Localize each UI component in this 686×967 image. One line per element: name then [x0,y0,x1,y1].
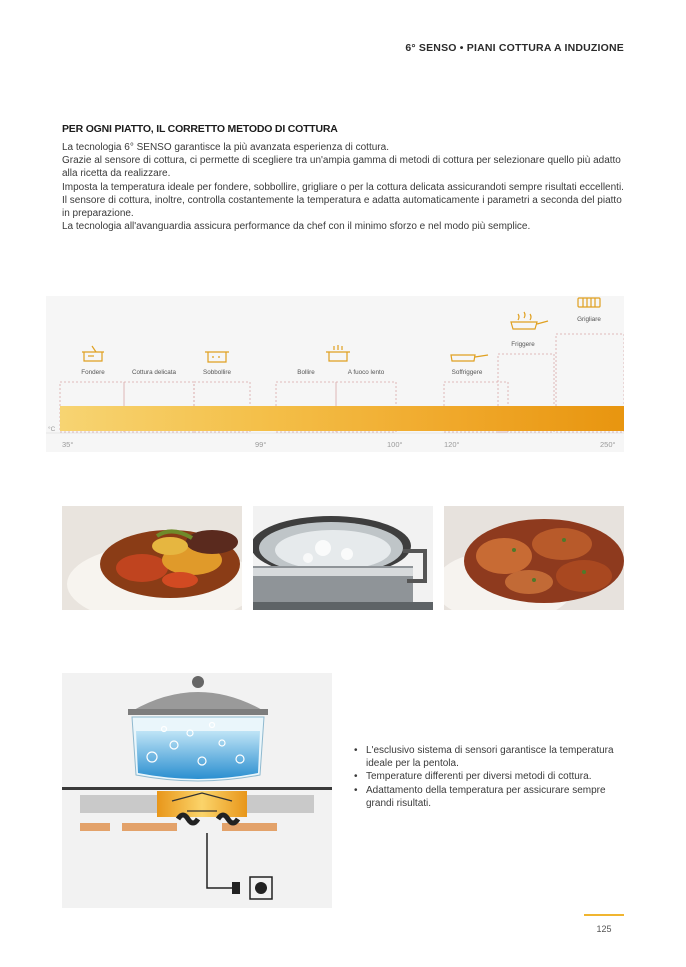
running-header: 6° SENSO • PIANI COTTURA A INDUZIONE [405,42,624,54]
intro-paragraph: La tecnologia all'avanguardia assicura performance da chef con il minimo sforzo e nel modo più semplice. [62,221,531,233]
intro-paragraph: Grazie al sensore di cottura, ci permette di scegliere tra un'ampia gamma di metodi di cottura per selezionare quello più adatto alla ricetta da realizzare. [62,155,621,180]
list-item: • Temperature differenti per diversi metodi di cottura. [354,770,629,783]
method-label-bollire: Bollire [297,369,315,376]
list-item: • Adattamento della temperatura per assicurare sempre grandi risultati. [354,784,629,810]
list-item: • L'esclusivo sistema di sensori garantisce la temperatura ideale per la pentola. [354,744,629,770]
method-label-grigliare: Grigliare [577,316,601,323]
section-title: PER OGNI PIATTO, IL CORRETTO METODO DI COTTURA [62,123,338,135]
roasted-chicken-image [444,506,624,610]
simmer-pot-icon [204,347,232,364]
melting-pot-icon [80,344,108,364]
temperature-label: 100° [387,440,403,449]
temperature-gradient-bar [60,406,624,431]
footer-accent-line [584,914,624,916]
grill-icon [576,296,602,310]
frying-pan-icon [508,310,550,332]
temperature-unit-label: °C [48,426,56,433]
intro-text [62,141,627,233]
method-label-fondere: Fondere [81,369,105,376]
intro-paragraph: Imposta la temperatura ideale per fondere, sobbollire, grigliare o per la cottura delicata assicurandoti sempre risultati eccellenti. [62,181,624,193]
feature-bullets [354,744,629,810]
method-label-sobbollire: Sobbollire [202,369,232,376]
grilled-vegetables-image [62,506,242,610]
method-label-soffriggere: Soffriggere [451,369,483,376]
temperature-label: 250° [600,440,616,449]
temperature-label: 35° [62,440,74,449]
intro-paragraph: La tecnologia 6° SENSO garantisce la più avanzata esperienza di cottura. [62,142,389,153]
method-label-cottura-delicata: Cottura delicata [131,369,177,376]
induction-diagram [62,673,332,908]
boiling-water-pot-image [253,506,433,610]
photo-boiling-pot [253,506,433,610]
photo-grilled-vegetables [62,506,242,610]
page-number: 125 [596,924,612,934]
method-label-friggere: Friggere [511,341,535,348]
boiling-pot-icon [324,344,354,364]
induction-sensor-diagram [62,673,332,908]
temperature-label: 120° [444,440,460,449]
method-label-a-fuoco-lento: A fuoco lento [347,369,385,376]
photo-roasted-chicken [444,506,624,610]
cooking-temperature-chart [46,296,624,452]
intro-paragraph: Il sensore di cottura, inoltre, controlla costantemente la temperatura e adatta automaticamente i parametri a seconda del piatto in preparazione. [62,194,622,220]
saute-pan-icon [448,350,490,364]
temperature-label: 99° [255,440,267,449]
